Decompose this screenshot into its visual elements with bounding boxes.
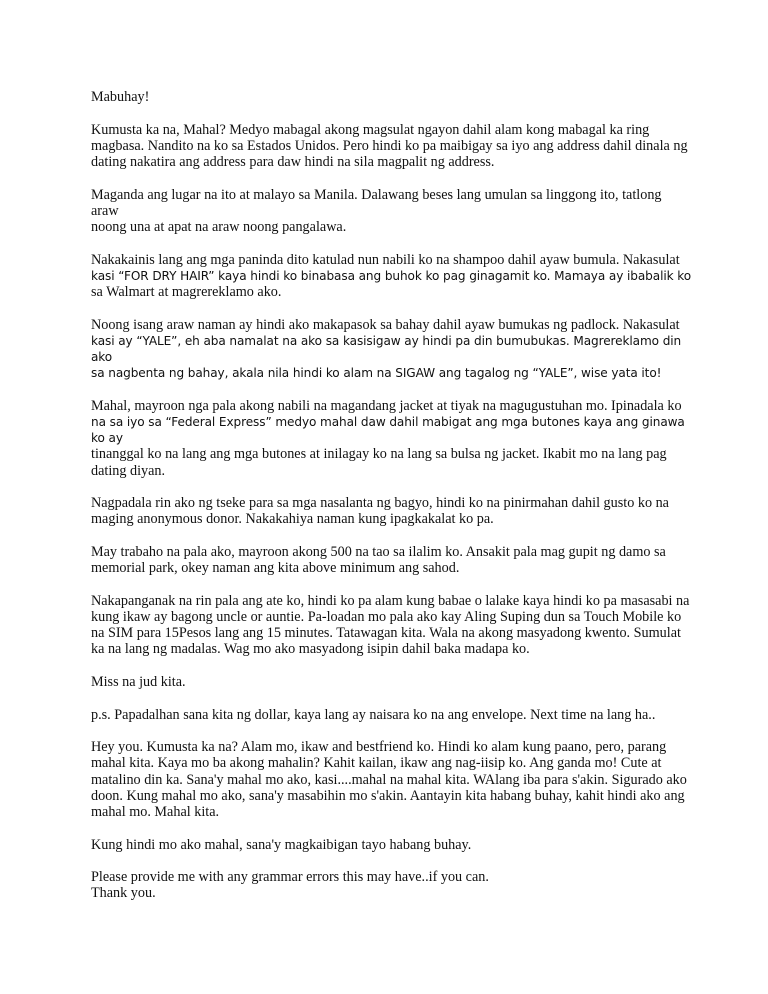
paragraph-line: mahal kita. Kaya mo ba akong mahalin? Kahit kailan, ikaw ang nag-iisip ko. Ang ganda mo! Cute at [91,755,662,772]
paragraph-line: noong una at apat na araw noong pangalawa. [91,219,347,235]
paragraph-line: magbasa. Nandito na ko sa Estados Unidos. Pero hindi ko pa maibigay sa iyo ang address dahil dinala ng [91,137,688,154]
closing [91,869,691,901]
paragraph-10 [91,707,691,723]
paragraph-line: Kumusta ka na, Mahal? Medyo mabagal akong magsulat ngayon dahil alam kong mabagal ka ring [91,121,650,138]
closing-line: Please provide me with any grammar errors this may have..if you can. [91,869,489,886]
paragraph-5 [91,398,691,479]
paragraph-line: May trabaho na pala ako, mayroon akong 500 na tao sa ilalim ko. Ansakit pala mag gupit ng damo sa [91,544,666,560]
paragraph-line: Noong isang araw naman ay hindi ako makapasok sa bahay dahil ayaw bumukas ng padlock. Nakasulat [91,316,680,333]
paragraph-line: sa nagbenta ng bahay, akala nila hindi ko alam na SIGAW ang tagalog ng “YALE”, wise yata ito! [91,366,662,381]
paragraph-3 [91,252,691,301]
paragraph-11 [91,739,691,820]
paragraph-8 [91,593,691,658]
greeting [91,89,691,105]
paragraph-line: tinanggal ko na lang ang mga butones at inilagay ko na lang sa bulsa ng jacket. Ikabit mo na lang pag [91,446,667,463]
paragraph-line: Kung hindi mo ako mahal, sana'y magkaibigan tayo habang buhay. [91,836,472,853]
paragraph-line: Mahal, mayroon nga pala akong nabili na magandang jacket at tiyak na magugustuhan mo. Ipinadala ko [91,397,682,414]
greeting-line: Mabuhay! [91,89,150,105]
paragraph-12 [91,837,691,853]
paragraph-line: memorial park, okey naman ang kita above minimum ang sahod. [91,560,460,577]
closing-line: Thank you. [91,885,156,902]
paragraph-6 [91,495,691,527]
paragraph-line: Maganda ang lugar na ito at malayo sa Manila. Dalawang beses lang umulan sa linggong ito, tatlong araw [91,186,662,219]
paragraph-line: na SIM para 15Pesos lang ang 15 minutes. Tatawagan kita. Wala na akong masyadong kwento. Sumulat [91,625,681,642]
paragraph-line: kung ikaw ay bagong uncle or auntie. Pa-loadan mo pala ako kay Aling Suping dun sa Touch Mobile ko [91,609,682,625]
paragraph-line: doon. Kung mahal mo ako, sana'y masabihin mo s'akin. Aantayin kita habang buhay, kahit hindi ako ang [91,787,685,804]
paragraph-7 [91,544,691,576]
paragraph-line: matalino din ka. Sana'y mahal mo ako, kasi....mahal na mahal kita. WAlang iba para s'akin. Sigurado ako [91,771,687,788]
paragraph-line: maging anonymous donor. Nakakahiya naman kung ipagkakalat ko pa. [91,511,494,528]
letter-body [91,89,691,918]
paragraph-line: na sa iyo sa “Federal Express” medyo mahal daw dahil mabigat ang mga butones kaya ang ginawa ko ay [91,415,685,446]
paragraph-line: Nagpadala rin ako ng tseke para sa mga nasalanta ng bagyo, hindi ko na pinirmahan dahil gusto ko na [91,495,669,512]
paragraph-9 [91,674,691,690]
paragraph-line: ka na lang ng madalas. Wag mo ako masyadong isipin dahil baka madapa ko. [91,641,530,658]
paragraph-line: sa Walmart at magrereklamo ako. [91,284,282,300]
paragraph-line: Nakapanganak na rin pala ang ate ko, hindi ko pa alam kung babae o lalake kaya hindi ko pa masasabi na [91,592,690,609]
paragraph-line: kasi “FOR DRY HAIR” kaya hindi ko binabasa ang buhok ko pag ginagamit ko. Mamaya ay ibabalik ko [91,268,692,283]
paragraph-2 [91,187,691,236]
paragraph-1 [91,122,691,171]
paragraph-line: dating diyan. [91,462,166,479]
paragraph-line: p.s. Papadalhan sana kita ng dollar, kaya lang ay naisara ko na ang envelope. Next time na lang ha.. [91,706,656,723]
paragraph-4 [91,317,691,382]
paragraph-line: mahal mo. Mahal kita. [91,804,220,820]
paragraph-line: Miss na jud kita. [91,674,186,690]
paragraph-line: Nakakainis lang ang mga paninda dito katulad nun nabili ko na shampoo dahil ayaw bumula. Nakasulat [91,251,680,268]
paragraph-line: dating nakatira ang address para daw hindi na sila magpalit ng address. [91,154,495,170]
paragraph-line: Hey you. Kumusta ka na? Alam mo, ikaw and bestfriend ko. Hindi ko alam kung paano, pero, parang [91,739,667,756]
paragraph-line: kasi ay “YALE”, eh aba namalat na ako sa kasisigaw ay hindi pa din bumubukas. Magrereklamo din ako [91,333,682,364]
